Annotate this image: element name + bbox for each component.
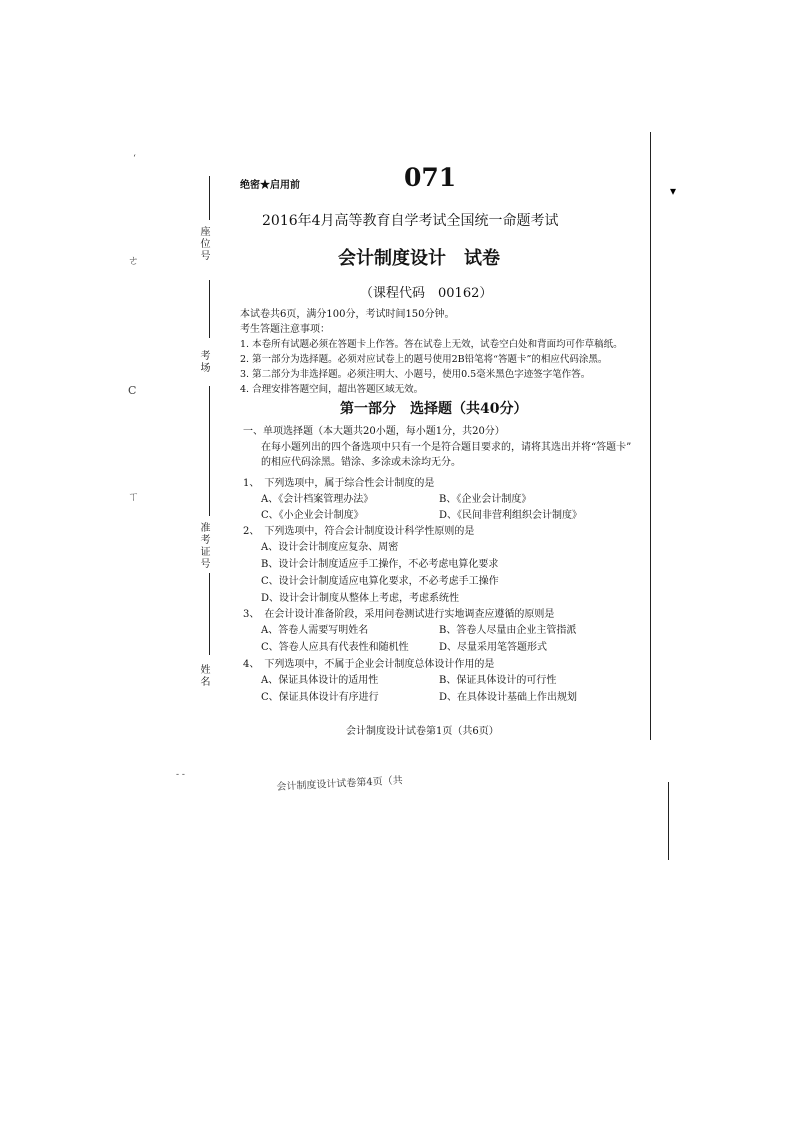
exam-title: 2016年4月高等教育自学考试全国统一命题考试 xyxy=(262,213,559,229)
paper-summary: 本试卷共6页，满分100分，考试时间150分钟。 xyxy=(240,309,455,320)
option-c: C、《小企业会计制度》 xyxy=(261,510,364,521)
binding-line xyxy=(209,573,210,655)
notice-item: 4. 合理安排答题空间，超出答题区域无效。 xyxy=(240,384,424,395)
question-stem: 3、 在会计设计准备阶段，采用问卷测试进行实地调查应遵循的原则是 xyxy=(243,609,555,620)
question-stem: 2、 下列选项中，符合会计制度设计科学性原则的是 xyxy=(243,526,475,537)
page-edge-line xyxy=(650,132,651,740)
question-stem: 1、 下列选项中，属于综合性会计制度的是 xyxy=(243,478,435,489)
option-a: A、《会计档案管理办法》 xyxy=(261,494,374,505)
binding-line xyxy=(209,386,210,516)
exam-room-label: 考场 xyxy=(198,350,209,374)
name-label: 姓名 xyxy=(198,664,209,688)
option-a: A、保证具体设计的适用性 xyxy=(261,675,379,686)
section-instruction: 的相应代码涂黑。错涂、多涂或未涂均无分。 xyxy=(261,457,461,468)
option-a: A、答卷人需要写明姓名 xyxy=(261,625,369,636)
margin-mark: ‘ xyxy=(133,154,136,164)
paper-code: 071 xyxy=(404,163,457,192)
question-stem: 4、 下列选项中，不属于企业会计制度总体设计作用的是 xyxy=(243,659,495,670)
margin-mark: C xyxy=(128,384,137,397)
page-footer: 会计制度设计试卷第1页（共6页） xyxy=(346,726,499,737)
paper-title: 会计制度设计 试卷 xyxy=(338,248,500,269)
part-title: 第一部分 选择题（共40分） xyxy=(340,401,528,417)
option-b: B、《企业会计制度》 xyxy=(439,494,532,505)
secret-label: 绝密★启用前 xyxy=(240,180,300,191)
course-code: （课程代码 00162） xyxy=(360,286,493,301)
option-b: B、答卷人尽量由企业主管指派 xyxy=(439,625,577,636)
margin-mark: - - xyxy=(176,770,185,780)
page-edge-line xyxy=(668,782,669,860)
option-d: D、尽量采用笔答题形式 xyxy=(439,642,548,653)
notice-item: 1. 本卷所有试题必须在答题卡上作答。答在试卷上无效，试卷空白处和背面均可作草稿纸。 xyxy=(240,339,623,350)
notice-item: 3. 第二部分为非选择题。必须注明大、小题号，使用0.5毫米黑色字迹签字笔作答。 xyxy=(240,369,591,380)
binding-line xyxy=(209,280,210,338)
option-c: C、设计会计制度适应电算化要求，不必考虑手工操作 xyxy=(261,576,499,587)
binding-line xyxy=(209,176,210,220)
option-b: B、保证具体设计的可行性 xyxy=(439,675,557,686)
section-instruction: 在每小题列出的四个备选项中只有一个是符合题目要求的，请将其选出并将“答题卡” xyxy=(261,442,632,453)
seat-number-label: 座位号 xyxy=(198,226,209,262)
bleed-through-text: 会计制度设计试卷第4页（共 xyxy=(276,775,403,793)
option-a: A、设计会计制度应复杂、周密 xyxy=(261,542,399,553)
margin-mark: ㄜ xyxy=(128,254,139,267)
ticket-number-label: 准考证号 xyxy=(198,522,209,570)
margin-mark: ▾ xyxy=(670,184,677,198)
option-c: C、答卷人应具有代表性和随机性 xyxy=(261,642,409,653)
option-d: D、《民间非营利组织会计制度》 xyxy=(439,510,583,521)
option-d: D、在具体设计基础上作出规划 xyxy=(439,692,578,703)
notice-item: 2. 第一部分为选择题。必须对应试卷上的题号使用2B铅笔将“答题卡”的相应代码涂黑。 xyxy=(240,354,608,365)
option-c: C、保证具体设计有序进行 xyxy=(261,692,379,703)
section-heading: 一、单项选择题（本大题共20小题，每小题1分，共20分） xyxy=(243,426,505,437)
notice-title: 考生答题注意事项： xyxy=(240,324,330,335)
option-d: D、设计会计制度从整体上考虑，考虑系统性 xyxy=(261,593,460,604)
margin-mark: ㄒ xyxy=(128,490,139,503)
option-b: B、设计会计制度适应手工操作，不必考虑电算化要求 xyxy=(261,559,499,570)
